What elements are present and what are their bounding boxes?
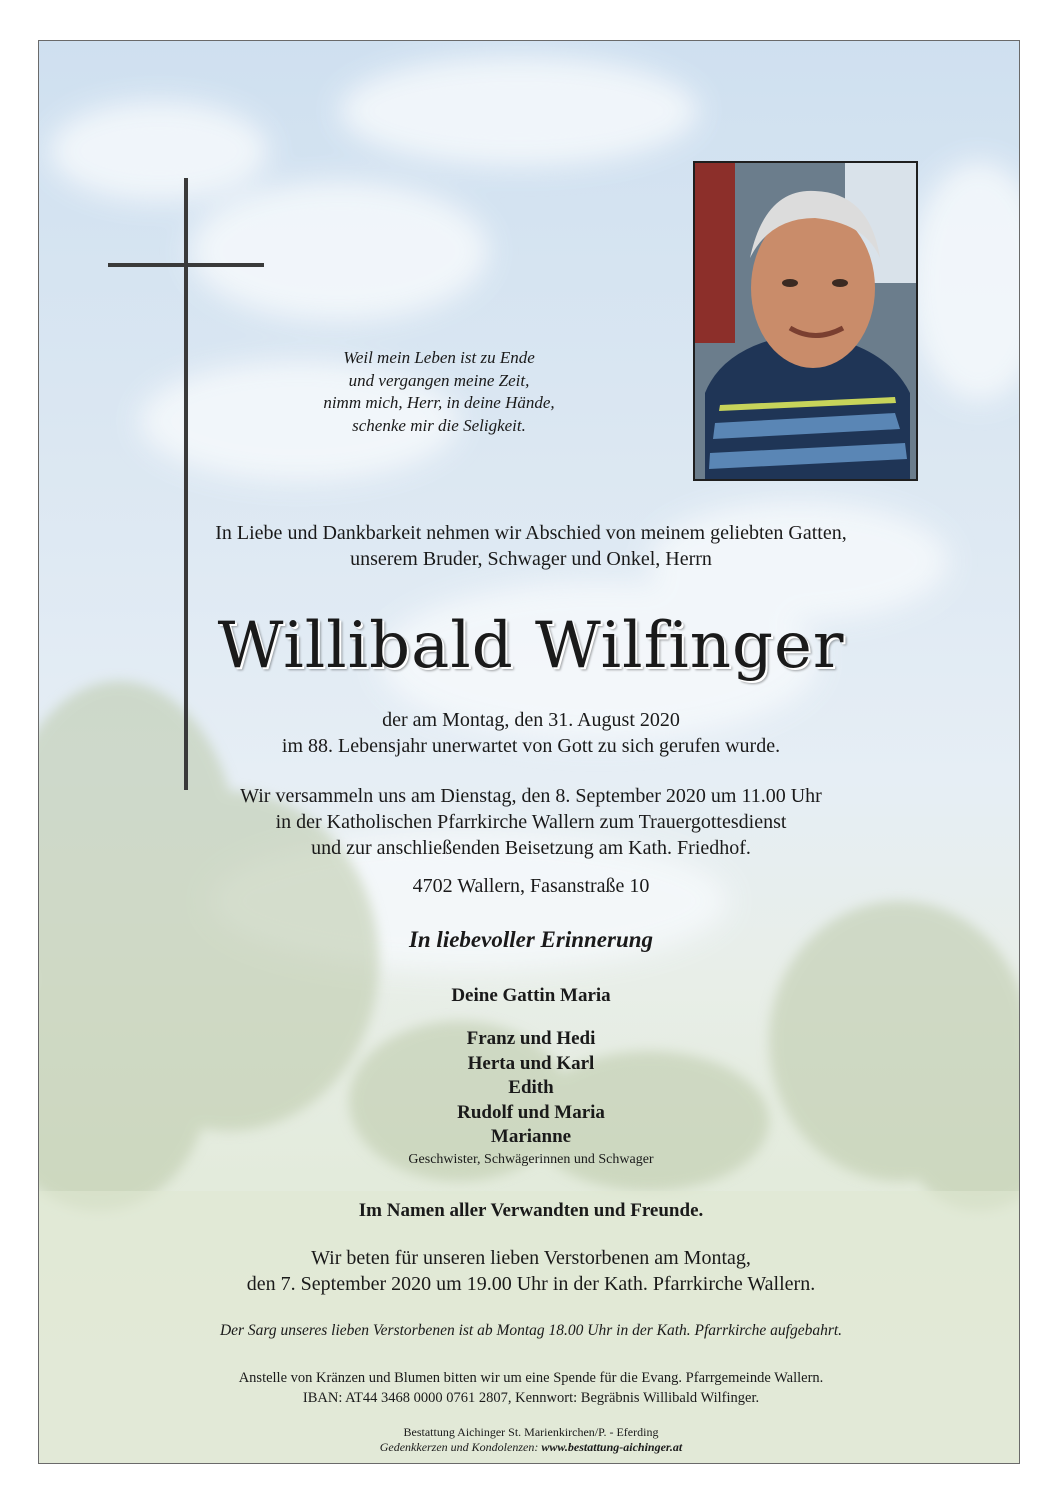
intro-text [0, 520, 1062, 572]
condolence-label: Gedenkkerzen und Kondolenzen: [379, 1440, 539, 1454]
family-note: Geschwister, Schwägerinnen und Schwager [408, 1152, 654, 1167]
funeral-service [0, 783, 1062, 861]
intro-line: In Liebe und Dankbarkeit nehmen wir Abschied von meinem geliebten Gatten, [215, 522, 847, 544]
verse [279, 347, 599, 437]
death-line: der am Montag, den 31. August 2020 [382, 709, 680, 731]
verse-line: und vergangen meine Zeit, [348, 370, 530, 390]
service-line: in der Katholischen Pfarrkirche Wallern zum Trauergottesdienst [275, 811, 787, 833]
verse-line: Weil mein Leben ist zu Ende [343, 348, 535, 367]
donation-line: Anstelle von Kränzen und Blumen bitten wir um eine Spende für die Evang. Pfarrgemeinde Wallern. [238, 1370, 824, 1386]
donation-line: IBAN: AT44 3468 0000 0761 2807, Kennwort: Begräbnis Willibald Wilfinger. [302, 1390, 760, 1406]
undertaker-name: Bestattung Aichinger St. Marienkirchen/P. - Eferding [403, 1425, 659, 1439]
family-member: Rudolf und Maria [457, 1101, 605, 1123]
family-list [0, 1027, 1062, 1150]
service-line: Wir versammeln uns am Dienstag, den 8. September 2020 um 11.00 Uhr [240, 785, 822, 807]
wife-signature: Deine Gattin Maria [451, 985, 611, 1006]
family-member: Herta und Karl [467, 1052, 595, 1074]
service-line: und zur anschließenden Beisetzung am Kath. Friedhof. [311, 837, 751, 859]
family-member: Edith [508, 1077, 554, 1098]
prayer-notice [0, 1245, 1062, 1297]
deceased-name: Willibald Wilfinger [217, 609, 845, 683]
deceased-portrait [693, 161, 918, 481]
verse-line: schenke mir die Seligkeit. [352, 415, 526, 435]
intro-line: unserem Bruder, Schwager und Onkel, Herrn [350, 548, 712, 570]
prayer-line: den 7. September 2020 um 19.00 Uhr in der Kath. Pfarrkirche Wallern. [246, 1273, 816, 1295]
address: 4702 Wallern, Fasanstraße 10 [412, 875, 650, 897]
prayer-line: Wir beten für unseren lieben Verstorbenen am Montag, [311, 1247, 751, 1269]
donation-notice [0, 1368, 1062, 1408]
family-member: Franz und Hedi [466, 1028, 596, 1049]
family-member: Marianne [490, 1126, 572, 1147]
cross-bar [108, 263, 264, 267]
death-line: im 88. Lebensjahr unerwartet von Gott zu sich gerufen wurde. [281, 735, 781, 757]
memory-heading: In liebevoller Erinnerung [408, 927, 654, 952]
undertaker-website-link[interactable]: www.bestattung-aichinger.at [541, 1440, 683, 1454]
condolence-line [0, 1440, 1062, 1455]
death-notice [0, 707, 1062, 759]
relatives-signature: Im Namen aller Verwandten und Freunde. [358, 1200, 704, 1221]
undertaker-footer [0, 1425, 1062, 1455]
verse-line: nimm mich, Herr, in deine Hände, [323, 393, 555, 412]
coffin-notice: Der Sarg unseres lieben Verstorbenen ist ab Montag 18.00 Uhr in der Kath. Pfarrkirche aufgebahrt. [219, 1322, 843, 1339]
cross-icon [184, 178, 188, 790]
